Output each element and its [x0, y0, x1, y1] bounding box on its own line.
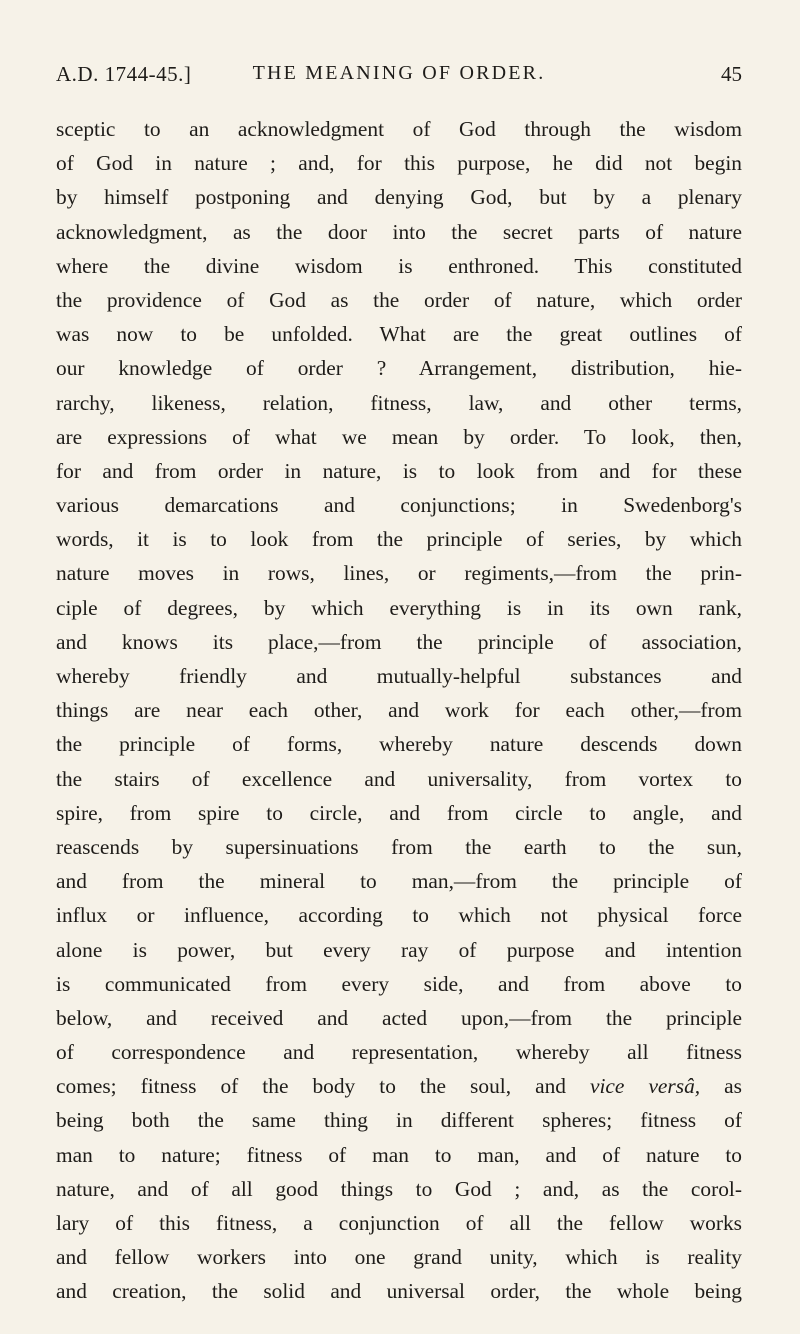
text-line: various demarcations and conjunctions; in Swedenborg's [56, 493, 742, 518]
running-head-date: A.D. 1744-45.] [56, 62, 192, 86]
text-line: and from the mineral to man,—from the principle of [56, 869, 742, 894]
text-line: is communicated from every side, and from above to [56, 971, 742, 996]
text-line: things are near each other, and work for each other,—from [56, 698, 742, 723]
text-line: influx or influence, according to which not physical force [56, 903, 742, 928]
text-line: the principle of forms, whereby nature descends down [56, 732, 742, 757]
text-line: where the divine wisdom is enthroned. This constituted [56, 253, 742, 278]
body-text [56, 112, 742, 1309]
text-line: and fellow workers into one grand unity, which is reality [56, 1245, 742, 1270]
text-line: and knows its place,—from the principle of association, [56, 629, 742, 654]
running-head [56, 62, 742, 92]
text-line: of correspondence and representation, whereby all fitness [56, 1040, 742, 1065]
text-line: ciple of degrees, by which everything is in its own rank, [56, 595, 742, 620]
text-line: sceptic to an acknowledgment of God through the wisdom [56, 117, 742, 141]
text-line: the stairs of excellence and universality, from vortex to [56, 766, 742, 791]
text-line: are expressions of what we mean by order. To look, then, [56, 424, 742, 449]
text-line: acknowledgment, as the door into the secret parts of nature [56, 219, 742, 244]
text-line-with-italic [56, 1069, 742, 1103]
text-line: rarchy, likeness, relation, fitness, law, and other terms, [56, 390, 742, 415]
text-line: below, and received and acted upon,—from the principle [56, 1005, 742, 1030]
text-line: alone is power, but every ray of purpose and intention [56, 937, 742, 962]
text-line: of God in nature ; and, for this purpose, he did not begin [56, 151, 742, 176]
text-line: lary of this fitness, a conjunction of all the fellow works [56, 1211, 742, 1235]
text-line: words, it is to look from the principle of series, by which [56, 527, 742, 552]
text-line: and creation, the solid and universal order, the whole being [56, 1279, 742, 1304]
text-line: our knowledge of order ? Arrangement, distribution, hie- [56, 356, 742, 381]
running-head-title: THE MEANING OF ORDER. [252, 62, 546, 84]
italic-phrase: vice versâ, [590, 1074, 701, 1099]
text-line: reascends by supersinuations from the earth to the sun, [56, 834, 742, 859]
text-line: nature moves in rows, lines, or regiments,—from the prin- [56, 561, 742, 586]
text-line: man to nature; fitness of man to man, and of nature to [56, 1142, 742, 1167]
text-line: whereby friendly and mutually-helpful substances and [56, 664, 742, 688]
page-number: 45 [721, 62, 742, 86]
text-line: by himself postponing and denying God, but by a plenary [56, 185, 742, 210]
text-line: was now to be unfolded. What are the great outlines of [56, 322, 742, 347]
text-line: the providence of God as the order of nature, which order [56, 287, 742, 312]
line-segment: comes; fitness of the body to the soul, and [56, 1074, 566, 1099]
text-line: being both the same thing in different spheres; fitness of [56, 1108, 742, 1133]
text-line: for and from order in nature, is to look from and for these [56, 458, 742, 483]
text-line: spire, from spire to circle, and from circle to angle, and [56, 800, 742, 825]
line-segment: as [724, 1074, 742, 1099]
text-line: nature, and of all good things to God ; and, as the corol- [56, 1176, 742, 1201]
